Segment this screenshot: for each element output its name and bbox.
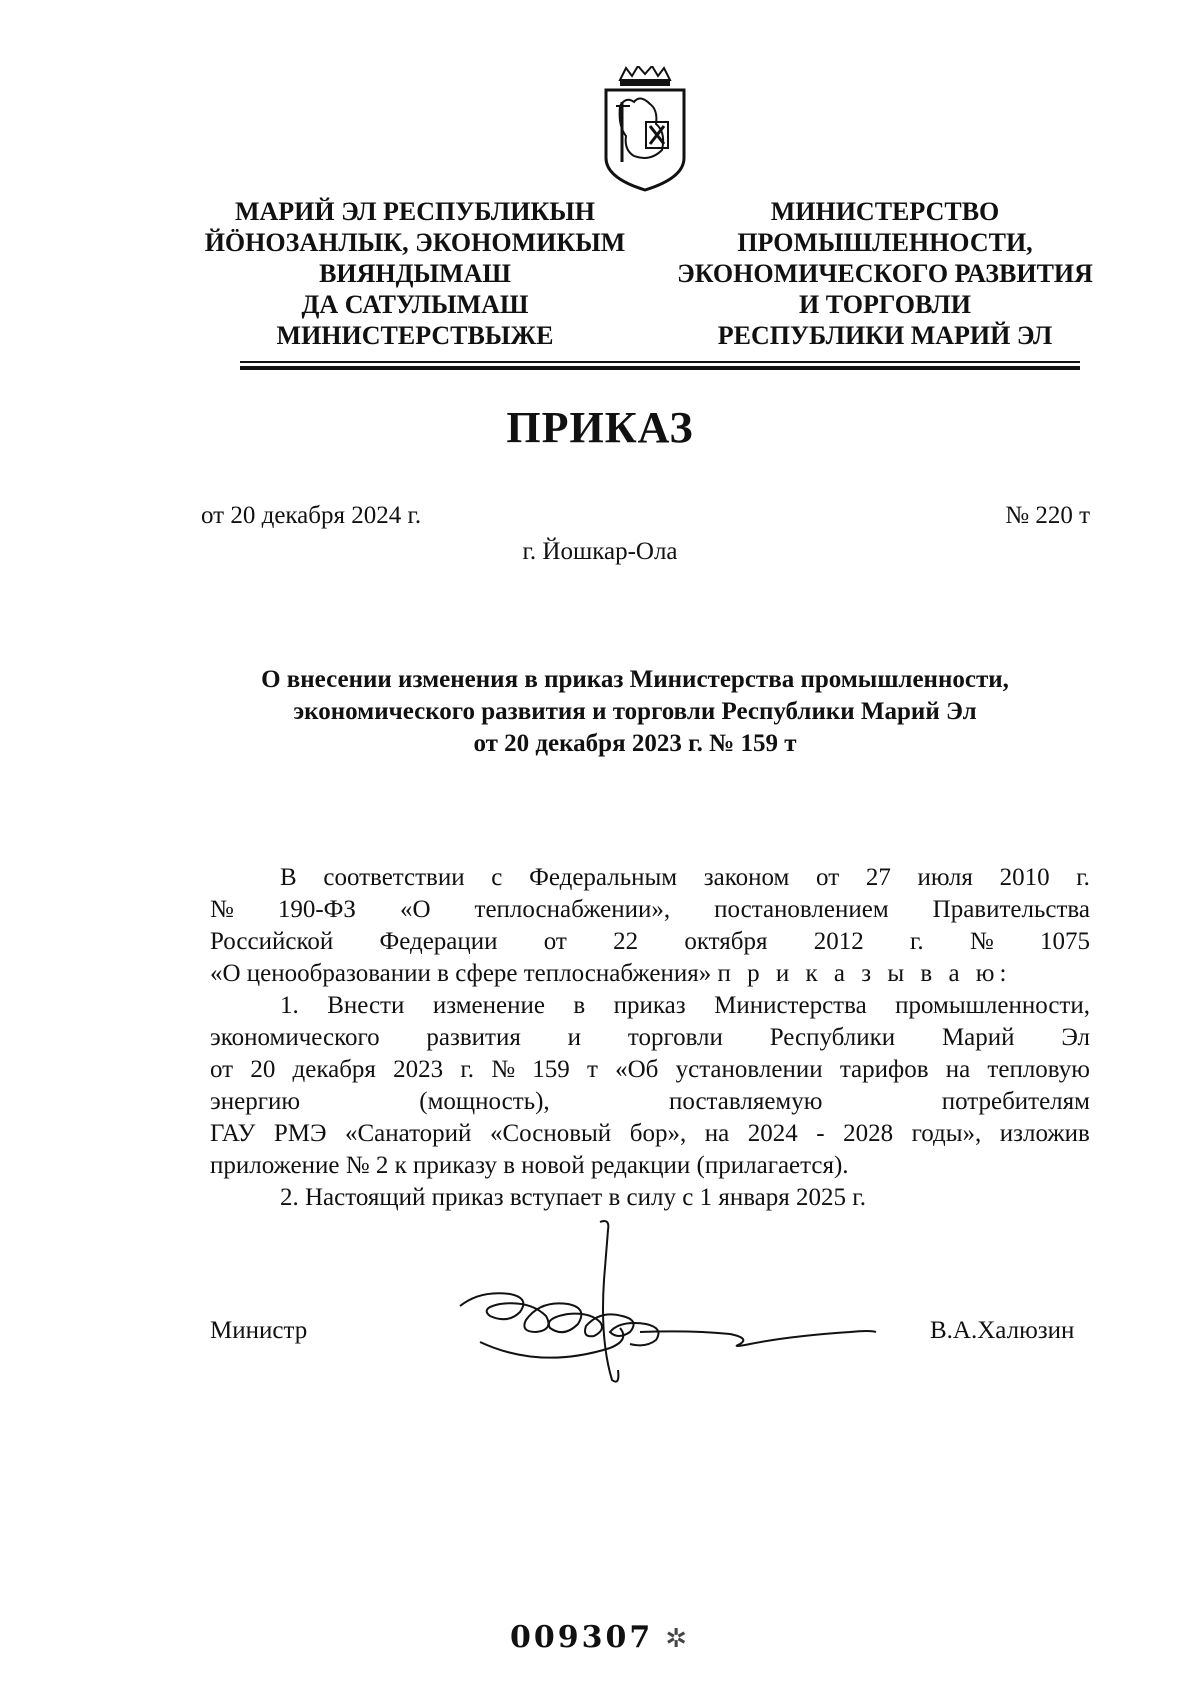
body-line: приложение № 2 к приказу в новой редакции (прилагается). <box>210 1152 849 1179</box>
body-word: «О <box>399 896 431 923</box>
body-word: октября <box>684 928 768 955</box>
body-line <box>210 1086 1090 1118</box>
body-word: 20 <box>250 1056 276 1083</box>
body-word: Марий <box>941 1024 1015 1051</box>
body-word: Республики <box>769 1024 896 1051</box>
body-line <box>210 1054 1090 1086</box>
body-word: экономического <box>210 1024 380 1051</box>
header-right-line: ПРОМЫШЛЕННОСТИ, <box>737 228 1033 257</box>
body-word: № <box>210 896 234 923</box>
body-word: в <box>573 992 586 1019</box>
document-body <box>210 862 1090 1214</box>
body-word: тарифов <box>839 1056 929 1083</box>
body-word: от <box>543 928 567 955</box>
coat-of-arms-emblem <box>600 66 690 192</box>
body-word: 27 <box>865 864 891 891</box>
document-number: № 220 т <box>1005 502 1090 529</box>
body-word: декабря <box>292 1056 376 1083</box>
body-word: Эл <box>1061 1024 1090 1051</box>
body-line <box>210 990 1090 1022</box>
body-line <box>210 926 1090 958</box>
body-word: теплоснабжении», <box>474 896 671 923</box>
document-city: г. Йошкар-Ола <box>522 538 678 565</box>
header-right-line: ЭКОНОМИЧЕСКОГО РАЗВИТИЯ <box>677 259 1093 288</box>
body-word: РМЭ <box>273 1120 327 1147</box>
body-word: 2012 <box>813 928 864 955</box>
body-word: - <box>816 1120 825 1147</box>
body-word: июля <box>917 864 973 891</box>
body-word: на <box>704 1120 730 1147</box>
body-word: Федеральным <box>529 864 678 891</box>
order-word: п р и к а з ы в а ю: <box>717 960 1012 987</box>
subject-line: от 20 декабря 2023 г. № 159 т <box>473 730 797 757</box>
body-word: развития <box>426 1024 521 1051</box>
body-word: г. <box>460 1056 475 1083</box>
body-word: с <box>491 864 503 891</box>
body-line <box>210 894 1090 926</box>
header-left-line: ВИЯНДЫМАШ <box>319 259 511 288</box>
asterisk-icon: ✲ <box>665 1624 691 1654</box>
header-right-line: РЕСПУБЛИКИ МАРИЙ ЭЛ <box>717 321 1053 350</box>
body-word: № <box>969 928 994 955</box>
body-word: Правительства <box>932 896 1090 923</box>
body-word: установлении <box>675 1056 823 1083</box>
body-word: от <box>816 864 840 891</box>
body-word: постановлением <box>714 896 889 923</box>
body-line <box>210 1118 1090 1150</box>
header-left-line: МАРИЙ ЭЛ РЕСПУБЛИКЫН <box>234 197 596 226</box>
body-word: энергию <box>210 1088 301 1115</box>
header-left-block <box>190 196 640 351</box>
header-left-line: МИНИСТЕРСТВЫЖЕ <box>276 321 554 350</box>
body-word: 2010 <box>999 864 1050 891</box>
body-word: потребителям <box>941 1088 1090 1115</box>
body-word: изменение <box>432 992 545 1019</box>
signatory-name: В.А.Халюзин <box>930 1317 1075 1344</box>
body-word: бор», <box>629 1120 687 1147</box>
body-word: 1. <box>280 992 299 1019</box>
body-word: поставляемую <box>668 1088 823 1115</box>
subject-line: экономического развития и торговли Республики Марий Эл <box>293 698 977 725</box>
body-word: промышленности, <box>895 992 1090 1019</box>
body-word: годы», <box>911 1120 982 1147</box>
body-word: 2023 <box>393 1056 444 1083</box>
body-word: «Об <box>615 1056 659 1083</box>
body-word: 2024 <box>747 1120 798 1147</box>
document-title: ПРИКАЗ <box>506 403 694 452</box>
body-word: т <box>586 1056 598 1083</box>
header-divider-thin <box>240 361 1080 363</box>
serial-number: 009307 <box>509 1620 654 1655</box>
subject-line: О внесении изменения в приказ Министерства промышленности, <box>261 666 1009 693</box>
body-word: «Сосновый <box>489 1120 612 1147</box>
body-line <box>210 862 1090 894</box>
body-word: Федерации <box>379 928 498 955</box>
body-word: 22 <box>613 928 639 955</box>
header-right-line: МИНИСТЕРСТВО <box>770 197 1000 226</box>
body-word: (мощность), <box>419 1088 550 1115</box>
body-word: и <box>567 1024 582 1051</box>
body-word: 1075 <box>1039 928 1090 955</box>
body-word: на <box>945 1056 971 1083</box>
signatory-role: Министр <box>210 1317 308 1344</box>
body-word: изложив <box>999 1120 1090 1147</box>
body-word: Внести <box>327 992 405 1019</box>
body-word: тепловую <box>987 1056 1090 1083</box>
body-word: от <box>210 1056 234 1083</box>
header-left-line: ЙÖНОЗАНЛЫК, ЭКОНОМИКЫМ <box>204 228 626 257</box>
body-word: 159 <box>532 1056 570 1083</box>
body-word: «Санаторий <box>344 1120 472 1147</box>
body-word: г. <box>1076 864 1090 891</box>
document-subject <box>190 664 1080 760</box>
document-date: от 20 декабря 2024 г. <box>201 502 422 529</box>
body-line: 2. Настоящий приказ вступает в силу с 1 января 2025 г. <box>280 1184 866 1211</box>
body-word: приказ <box>613 992 686 1019</box>
header-left-line: ДА САТУЛЫМАШ <box>301 290 529 319</box>
body-word: ГАУ <box>210 1120 256 1147</box>
body-word: В <box>280 864 297 891</box>
body-line <box>210 1022 1090 1054</box>
body-word: № <box>491 1056 516 1083</box>
body-word: г. <box>909 928 924 955</box>
body-text: «О ценообразовании в сфере теплоснабжения» <box>210 960 712 987</box>
body-word: законом <box>703 864 790 891</box>
body-word: соответствии <box>323 864 465 891</box>
header-divider-thick <box>240 366 1080 370</box>
body-word: Министерства <box>714 992 867 1019</box>
handwritten-signature <box>450 1220 910 1390</box>
header-right-line: И ТОРГОВЛИ <box>799 290 971 319</box>
body-word: Российской <box>210 928 334 955</box>
header-right-block <box>660 196 1110 351</box>
document-serial-number <box>0 1620 1200 1655</box>
body-word: 2028 <box>843 1120 894 1147</box>
body-word: 190-ФЗ <box>277 896 356 923</box>
body-line <box>210 958 1090 990</box>
body-word: торговли <box>627 1024 723 1051</box>
